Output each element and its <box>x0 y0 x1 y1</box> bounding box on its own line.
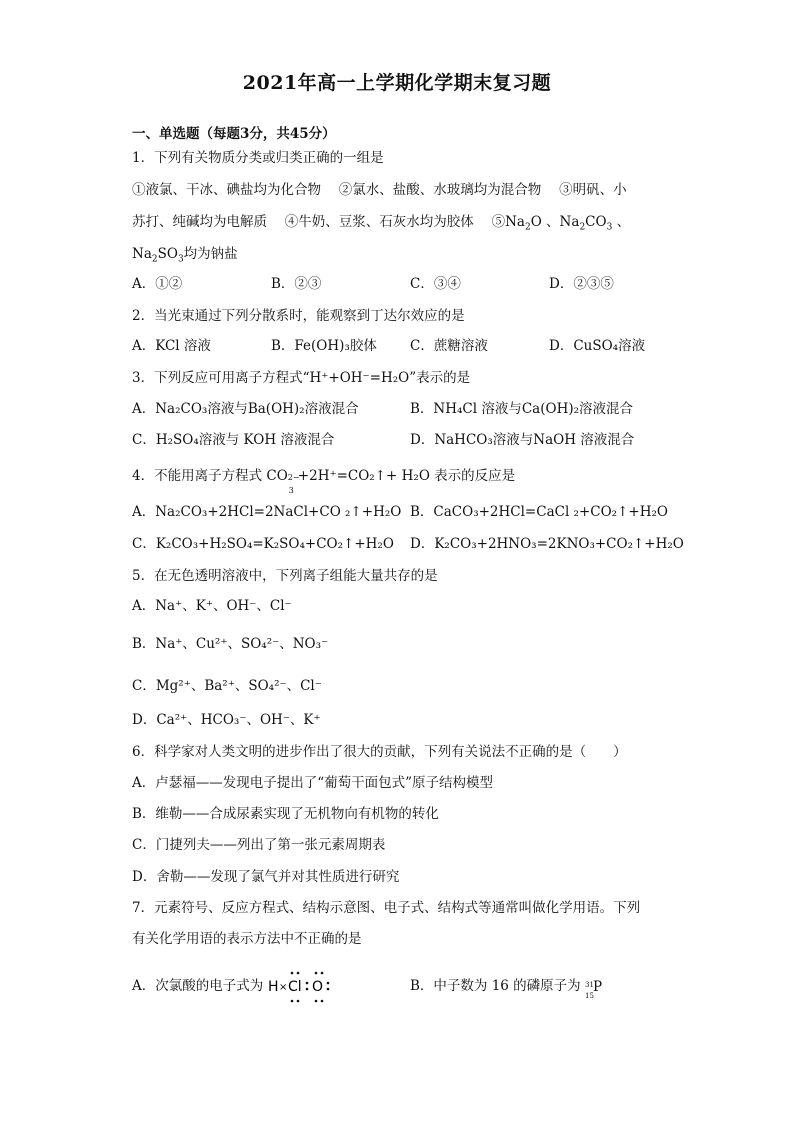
q7-option-b[interactable] <box>410 976 611 1000</box>
q2-option-d[interactable]: D．CuSO₄溶液 <box>549 338 646 354</box>
isotope-atomic-number: 15 <box>584 991 594 1000</box>
q3-option-c[interactable]: C．H₂SO₄溶液与 KOH 溶液混合 <box>132 432 335 448</box>
q1-line3 <box>132 244 238 264</box>
isotope-symbol: P <box>592 978 603 995</box>
q1-line2 <box>132 212 630 232</box>
q1-option-b[interactable]: B．②③ <box>271 276 322 292</box>
q2-option-c[interactable]: C．蔗糖溶液 <box>410 338 488 354</box>
q4-option-b[interactable]: B．CaCO₃+2HCl=CaCl ₂+CO₂↑+H₂O <box>410 504 668 520</box>
q6-option-b[interactable]: B．维勒——合成尿素实现了无机物向有机物的转化 <box>132 806 439 822</box>
q6-option-a[interactable]: A．卢瑟福——发现电子提出了“葡萄干面包式”原子结构模型 <box>132 775 494 791</box>
q1-stem: 1．下列有关物质分类或归类正确的一组是 <box>132 150 384 166</box>
q5-option-c[interactable]: C．Mg²⁺、Ba²⁺、SO₄²⁻、Cl⁻ <box>132 678 322 694</box>
q1-option-c[interactable]: C．③④ <box>410 276 461 292</box>
q7-option-a-text: A．次氯酸的电子式为 <box>132 978 264 994</box>
q6-option-c[interactable]: C．门捷列夫——列出了第一张元素周期表 <box>132 837 386 853</box>
q7-option-b-text: B．中子数为 16 的磷原子为 <box>410 978 581 994</box>
hclo-electron-formula-image <box>268 977 346 997</box>
svg-text:×: × <box>278 981 287 993</box>
q4-option-c[interactable]: C．K₂CO₃+H₂SO₄=K₂SO₄+CO₂↑+H₂O <box>132 536 394 552</box>
q5-option-a[interactable]: A．Na⁺、K⁺、OH⁻、Cl⁻ <box>132 598 292 614</box>
svg-text:O: O <box>311 978 323 995</box>
q7-option-a[interactable] <box>132 976 346 997</box>
q7-stem-line1: 7．元素符号、反应方程式、结构示意图、电子式、结构式等通常叫做化学用语。下列 <box>132 900 641 916</box>
svg-text:Cl: Cl <box>287 978 302 995</box>
carbonate-ion: CO 2− 3 <box>266 468 300 495</box>
q4-option-d[interactable]: D．K₂CO₃+2HNO₃=2KNO₃+CO₂↑+H₂O <box>410 536 684 552</box>
q2-option-b[interactable]: B．Fe(OH)₃胶体 <box>271 338 377 354</box>
q2-stem: 2．当光束通过下列分散系时，能观察到丁达尔效应的是 <box>132 308 465 324</box>
isotope-mass-number: 31 <box>584 980 594 989</box>
q4-stem-start: 4．不能用离子方程式 <box>132 468 263 484</box>
q2-option-a[interactable]: A．KCl 溶液 <box>132 338 211 354</box>
phosphorus-isotope <box>584 977 611 1000</box>
q1-formula-na2so3: $Na_2SO_3$ <box>132 246 184 265</box>
q4-option-a[interactable]: A．Na₂CO₃+2HCl=2NaCl+CO ₂↑+H₂O <box>132 504 402 520</box>
q1-line3-text: 均为钠盐 <box>183 246 238 262</box>
q3-option-a[interactable]: A．Na₂CO₃溶液与Ba(OH)₂溶液混合 <box>132 401 359 417</box>
q6-option-d[interactable]: D．舍勒——发现了氯气并对其性质进行研究 <box>132 869 400 885</box>
q3-option-d[interactable]: D．NaHCO₃溶液与NaOH 溶液混合 <box>410 432 635 448</box>
svg-text:H: H <box>267 978 279 995</box>
q1-line2-text: 苏打、纯碱均为电解质 ④牛奶、豆浆、石灰水均为胶体 ⑤ <box>132 214 506 230</box>
q5-option-d[interactable]: D．Ca²⁺、HCO₃⁻、OH⁻、K⁺ <box>132 712 321 728</box>
q7-stem-line2: 有关化学用语的表示方法中不正确的是 <box>132 931 362 947</box>
q4-stem <box>132 466 516 495</box>
q1-option-d[interactable]: D．②③⑤ <box>549 276 614 292</box>
q3-option-b[interactable]: B．NH₄Cl 溶液与Ca(OH)₂溶液混合 <box>410 401 634 417</box>
q3-stem: 3．下列反应可用离子方程式“H⁺+OH⁻=H₂O”表示的是 <box>132 370 471 386</box>
q6-stem: 6．科学家对人类文明的进步作出了很大的贡献，下列有关说法不正确的是（ ） <box>132 744 627 760</box>
q4-stem-end: +2H⁺=CO₂↑+ H₂O 表示的反应是 <box>297 468 516 484</box>
q1-option-a[interactable]: A．①② <box>132 276 183 292</box>
q5-option-b[interactable]: B．Na⁺、Cu²⁺、SO₄²⁻、NO₃⁻ <box>132 636 329 652</box>
page-title: 2021年高一上学期化学期末复习题 <box>242 72 552 94</box>
q1-line1: ①液氯、干冰、碘盐均为化合物 ②氯水、盐酸、水玻璃均为混合物 ③明矾、小 <box>132 182 627 198</box>
section-heading: 一、单选题（每题3分，共45分） <box>132 126 336 142</box>
q1-formula-na2o: $Na_2O$ 、$Na_2CO_3$ 、 <box>505 214 631 233</box>
q5-stem: 5．在无色透明溶液中，下列离子组能大量共存的是 <box>132 568 438 584</box>
